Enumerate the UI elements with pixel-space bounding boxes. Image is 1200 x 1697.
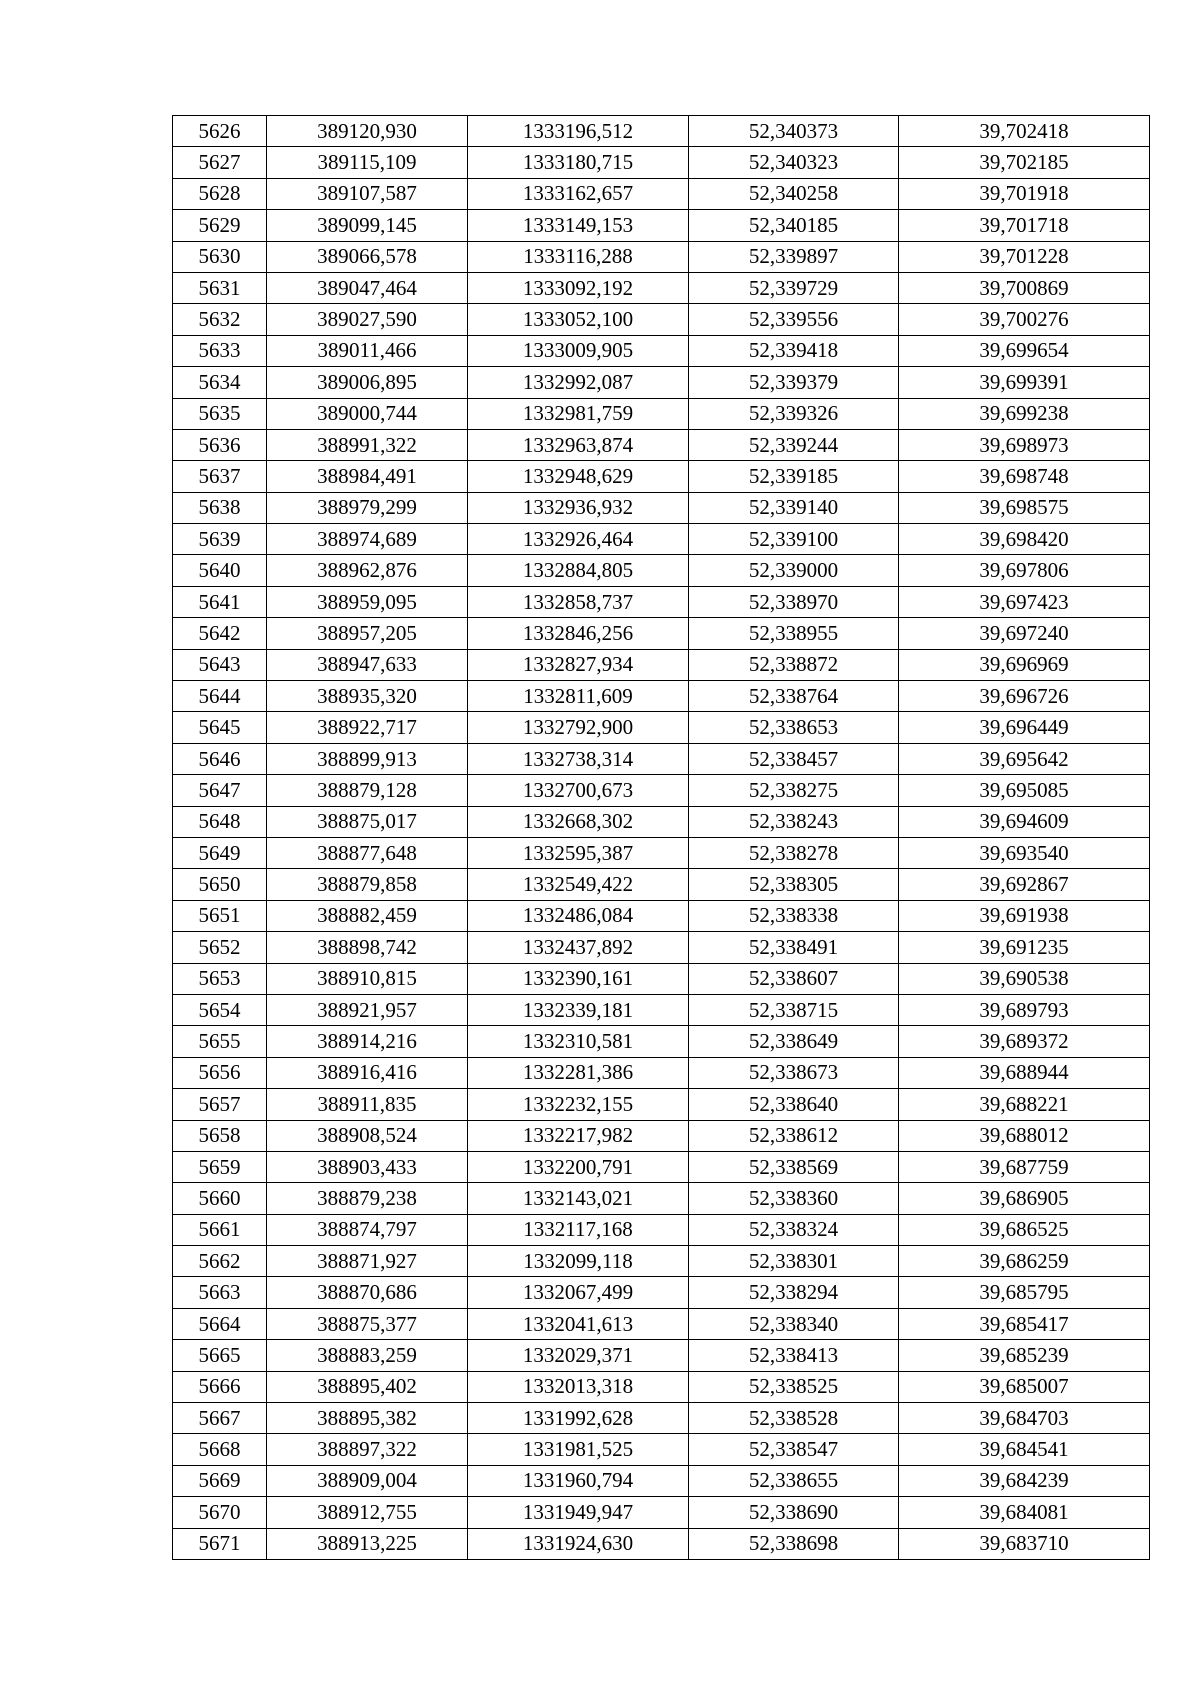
x-coordinate-cell: 388910,815 <box>267 963 468 994</box>
table-row <box>173 429 1150 460</box>
y-coordinate-cell: 1332948,629 <box>468 461 689 492</box>
y-coordinate-cell: 1332884,805 <box>468 555 689 586</box>
point-number-cell: 5635 <box>173 398 267 429</box>
table-row <box>173 712 1150 743</box>
y-coordinate-cell: 1333196,512 <box>468 116 689 147</box>
y-coordinate-cell: 1333092,192 <box>468 272 689 303</box>
x-coordinate-cell: 388909,004 <box>267 1465 468 1496</box>
latitude-cell: 52,338653 <box>689 712 899 743</box>
longitude-cell: 39,685417 <box>899 1308 1150 1339</box>
x-coordinate-cell: 388991,322 <box>267 429 468 460</box>
longitude-cell: 39,700276 <box>899 304 1150 335</box>
x-coordinate-cell: 388875,377 <box>267 1308 468 1339</box>
x-coordinate-cell: 388957,205 <box>267 618 468 649</box>
y-coordinate-cell: 1332858,737 <box>468 586 689 617</box>
point-number-cell: 5663 <box>173 1277 267 1308</box>
y-coordinate-cell: 1332200,791 <box>468 1151 689 1182</box>
table-row <box>173 618 1150 649</box>
x-coordinate-cell: 389027,590 <box>267 304 468 335</box>
point-number-cell: 5640 <box>173 555 267 586</box>
x-coordinate-cell: 388882,459 <box>267 900 468 931</box>
y-coordinate-cell: 1332099,118 <box>468 1246 689 1277</box>
y-coordinate-cell: 1332827,934 <box>468 649 689 680</box>
table-row <box>173 1403 1150 1434</box>
table-row <box>173 837 1150 868</box>
y-coordinate-cell: 1332963,874 <box>468 429 689 460</box>
x-coordinate-cell: 389120,930 <box>267 116 468 147</box>
y-coordinate-cell: 1332217,982 <box>468 1120 689 1151</box>
table-row <box>173 272 1150 303</box>
longitude-cell: 39,701228 <box>899 241 1150 272</box>
latitude-cell: 52,338640 <box>689 1089 899 1120</box>
x-coordinate-cell: 389066,578 <box>267 241 468 272</box>
x-coordinate-cell: 388899,913 <box>267 743 468 774</box>
x-coordinate-cell: 389115,109 <box>267 147 468 178</box>
latitude-cell: 52,338525 <box>689 1371 899 1402</box>
latitude-cell: 52,338278 <box>689 837 899 868</box>
point-number-cell: 5631 <box>173 272 267 303</box>
x-coordinate-cell: 388911,835 <box>267 1089 468 1120</box>
latitude-cell: 52,339897 <box>689 241 899 272</box>
table-row <box>173 586 1150 617</box>
longitude-cell: 39,692867 <box>899 869 1150 900</box>
latitude-cell: 52,338305 <box>689 869 899 900</box>
longitude-cell: 39,688012 <box>899 1120 1150 1151</box>
latitude-cell: 52,338970 <box>689 586 899 617</box>
table-row <box>173 524 1150 555</box>
point-number-cell: 5645 <box>173 712 267 743</box>
table-row <box>173 1246 1150 1277</box>
table-row <box>173 1214 1150 1245</box>
longitude-cell: 39,684081 <box>899 1497 1150 1528</box>
x-coordinate-cell: 389107,587 <box>267 178 468 209</box>
y-coordinate-cell: 1333162,657 <box>468 178 689 209</box>
longitude-cell: 39,695085 <box>899 775 1150 806</box>
x-coordinate-cell: 388984,491 <box>267 461 468 492</box>
longitude-cell: 39,684703 <box>899 1403 1150 1434</box>
x-coordinate-cell: 388979,299 <box>267 492 468 523</box>
latitude-cell: 52,338360 <box>689 1183 899 1214</box>
latitude-cell: 52,338338 <box>689 900 899 931</box>
y-coordinate-cell: 1333009,905 <box>468 335 689 366</box>
y-coordinate-cell: 1332595,387 <box>468 837 689 868</box>
longitude-cell: 39,695642 <box>899 743 1150 774</box>
latitude-cell: 52,340258 <box>689 178 899 209</box>
latitude-cell: 52,338690 <box>689 1497 899 1528</box>
y-coordinate-cell: 1332811,609 <box>468 681 689 712</box>
table-row <box>173 304 1150 335</box>
table-row <box>173 367 1150 398</box>
latitude-cell: 52,338764 <box>689 681 899 712</box>
latitude-cell: 52,338955 <box>689 618 899 649</box>
latitude-cell: 52,338698 <box>689 1528 899 1559</box>
point-number-cell: 5659 <box>173 1151 267 1182</box>
point-number-cell: 5634 <box>173 367 267 398</box>
table-row <box>173 178 1150 209</box>
y-coordinate-cell: 1331924,630 <box>468 1528 689 1559</box>
point-number-cell: 5658 <box>173 1120 267 1151</box>
latitude-cell: 52,338491 <box>689 932 899 963</box>
table-row <box>173 1371 1150 1402</box>
table-row <box>173 806 1150 837</box>
point-number-cell: 5643 <box>173 649 267 680</box>
y-coordinate-cell: 1332437,892 <box>468 932 689 963</box>
latitude-cell: 52,338655 <box>689 1465 899 1496</box>
y-coordinate-cell: 1332992,087 <box>468 367 689 398</box>
latitude-cell: 52,338457 <box>689 743 899 774</box>
table-row <box>173 649 1150 680</box>
x-coordinate-cell: 388895,382 <box>267 1403 468 1434</box>
y-coordinate-cell: 1331960,794 <box>468 1465 689 1496</box>
table-row <box>173 116 1150 147</box>
x-coordinate-cell: 388870,686 <box>267 1277 468 1308</box>
x-coordinate-cell: 388903,433 <box>267 1151 468 1182</box>
longitude-cell: 39,701918 <box>899 178 1150 209</box>
y-coordinate-cell: 1332041,613 <box>468 1308 689 1339</box>
longitude-cell: 39,698575 <box>899 492 1150 523</box>
point-number-cell: 5636 <box>173 429 267 460</box>
latitude-cell: 52,339100 <box>689 524 899 555</box>
longitude-cell: 39,699391 <box>899 367 1150 398</box>
point-number-cell: 5626 <box>173 116 267 147</box>
table-row <box>173 681 1150 712</box>
table-row <box>173 1465 1150 1496</box>
y-coordinate-cell: 1332232,155 <box>468 1089 689 1120</box>
x-coordinate-cell: 388914,216 <box>267 1026 468 1057</box>
point-number-cell: 5637 <box>173 461 267 492</box>
table-row <box>173 1497 1150 1528</box>
x-coordinate-cell: 388883,259 <box>267 1340 468 1371</box>
table-row <box>173 994 1150 1025</box>
latitude-cell: 52,340185 <box>689 210 899 241</box>
table-row <box>173 1528 1150 1559</box>
latitude-cell: 52,338649 <box>689 1026 899 1057</box>
x-coordinate-cell: 389011,466 <box>267 335 468 366</box>
latitude-cell: 52,338607 <box>689 963 899 994</box>
x-coordinate-cell: 389047,464 <box>267 272 468 303</box>
longitude-cell: 39,685795 <box>899 1277 1150 1308</box>
latitude-cell: 52,340373 <box>689 116 899 147</box>
point-number-cell: 5646 <box>173 743 267 774</box>
x-coordinate-cell: 388871,927 <box>267 1246 468 1277</box>
x-coordinate-cell: 389006,895 <box>267 367 468 398</box>
point-number-cell: 5665 <box>173 1340 267 1371</box>
x-coordinate-cell: 388898,742 <box>267 932 468 963</box>
point-number-cell: 5642 <box>173 618 267 649</box>
point-number-cell: 5669 <box>173 1465 267 1496</box>
y-coordinate-cell: 1333149,153 <box>468 210 689 241</box>
longitude-cell: 39,684239 <box>899 1465 1150 1496</box>
point-number-cell: 5664 <box>173 1308 267 1339</box>
longitude-cell: 39,683710 <box>899 1528 1150 1559</box>
table-row <box>173 775 1150 806</box>
longitude-cell: 39,698973 <box>899 429 1150 460</box>
y-coordinate-cell: 1333116,288 <box>468 241 689 272</box>
y-coordinate-cell: 1332936,932 <box>468 492 689 523</box>
latitude-cell: 52,338243 <box>689 806 899 837</box>
point-number-cell: 5660 <box>173 1183 267 1214</box>
latitude-cell: 52,339140 <box>689 492 899 523</box>
longitude-cell: 39,688944 <box>899 1057 1150 1088</box>
y-coordinate-cell: 1333180,715 <box>468 147 689 178</box>
table-row <box>173 1026 1150 1057</box>
longitude-cell: 39,697423 <box>899 586 1150 617</box>
x-coordinate-cell: 388935,320 <box>267 681 468 712</box>
table-row <box>173 963 1150 994</box>
y-coordinate-cell: 1332926,464 <box>468 524 689 555</box>
table-row <box>173 1089 1150 1120</box>
longitude-cell: 39,685239 <box>899 1340 1150 1371</box>
y-coordinate-cell: 1332738,314 <box>468 743 689 774</box>
longitude-cell: 39,689793 <box>899 994 1150 1025</box>
latitude-cell: 52,338673 <box>689 1057 899 1088</box>
x-coordinate-cell: 388974,689 <box>267 524 468 555</box>
point-number-cell: 5652 <box>173 932 267 963</box>
y-coordinate-cell: 1332700,673 <box>468 775 689 806</box>
x-coordinate-cell: 388877,648 <box>267 837 468 868</box>
latitude-cell: 52,338569 <box>689 1151 899 1182</box>
x-coordinate-cell: 388879,858 <box>267 869 468 900</box>
point-number-cell: 5648 <box>173 806 267 837</box>
point-number-cell: 5627 <box>173 147 267 178</box>
longitude-cell: 39,688221 <box>899 1089 1150 1120</box>
y-coordinate-cell: 1332339,181 <box>468 994 689 1025</box>
x-coordinate-cell: 388913,225 <box>267 1528 468 1559</box>
longitude-cell: 39,702418 <box>899 116 1150 147</box>
x-coordinate-cell: 388875,017 <box>267 806 468 837</box>
longitude-cell: 39,690538 <box>899 963 1150 994</box>
point-number-cell: 5657 <box>173 1089 267 1120</box>
y-coordinate-cell: 1332486,084 <box>468 900 689 931</box>
table-row <box>173 461 1150 492</box>
longitude-cell: 39,686905 <box>899 1183 1150 1214</box>
point-number-cell: 5670 <box>173 1497 267 1528</box>
latitude-cell: 52,338340 <box>689 1308 899 1339</box>
longitude-cell: 39,686525 <box>899 1214 1150 1245</box>
x-coordinate-cell: 388947,633 <box>267 649 468 680</box>
table-row <box>173 398 1150 429</box>
point-number-cell: 5650 <box>173 869 267 900</box>
latitude-cell: 52,339326 <box>689 398 899 429</box>
coordinates-table <box>172 115 1150 1560</box>
latitude-cell: 52,338275 <box>689 775 899 806</box>
y-coordinate-cell: 1332067,499 <box>468 1277 689 1308</box>
y-coordinate-cell: 1332846,256 <box>468 618 689 649</box>
latitude-cell: 52,339379 <box>689 367 899 398</box>
longitude-cell: 39,684541 <box>899 1434 1150 1465</box>
point-number-cell: 5639 <box>173 524 267 555</box>
y-coordinate-cell: 1332792,900 <box>468 712 689 743</box>
coordinates-table-body <box>173 116 1150 1560</box>
y-coordinate-cell: 1332013,318 <box>468 1371 689 1402</box>
latitude-cell: 52,338872 <box>689 649 899 680</box>
point-number-cell: 5654 <box>173 994 267 1025</box>
point-number-cell: 5632 <box>173 304 267 335</box>
longitude-cell: 39,694609 <box>899 806 1150 837</box>
longitude-cell: 39,691938 <box>899 900 1150 931</box>
latitude-cell: 52,338301 <box>689 1246 899 1277</box>
point-number-cell: 5649 <box>173 837 267 868</box>
longitude-cell: 39,701718 <box>899 210 1150 241</box>
latitude-cell: 52,339729 <box>689 272 899 303</box>
point-number-cell: 5655 <box>173 1026 267 1057</box>
x-coordinate-cell: 388879,238 <box>267 1183 468 1214</box>
point-number-cell: 5629 <box>173 210 267 241</box>
table-row <box>173 555 1150 586</box>
table-row <box>173 210 1150 241</box>
x-coordinate-cell: 388912,755 <box>267 1497 468 1528</box>
latitude-cell: 52,338547 <box>689 1434 899 1465</box>
point-number-cell: 5661 <box>173 1214 267 1245</box>
latitude-cell: 52,339185 <box>689 461 899 492</box>
y-coordinate-cell: 1332310,581 <box>468 1026 689 1057</box>
table-row <box>173 1151 1150 1182</box>
table-row <box>173 743 1150 774</box>
point-number-cell: 5653 <box>173 963 267 994</box>
longitude-cell: 39,685007 <box>899 1371 1150 1402</box>
y-coordinate-cell: 1332668,302 <box>468 806 689 837</box>
longitude-cell: 39,696449 <box>899 712 1150 743</box>
y-coordinate-cell: 1332143,021 <box>468 1183 689 1214</box>
point-number-cell: 5662 <box>173 1246 267 1277</box>
x-coordinate-cell: 388916,416 <box>267 1057 468 1088</box>
x-coordinate-cell: 388874,797 <box>267 1214 468 1245</box>
point-number-cell: 5667 <box>173 1403 267 1434</box>
table-row <box>173 1308 1150 1339</box>
longitude-cell: 39,699238 <box>899 398 1150 429</box>
table-row <box>173 1057 1150 1088</box>
table-row <box>173 241 1150 272</box>
point-number-cell: 5668 <box>173 1434 267 1465</box>
longitude-cell: 39,699654 <box>899 335 1150 366</box>
x-coordinate-cell: 388959,095 <box>267 586 468 617</box>
point-number-cell: 5638 <box>173 492 267 523</box>
table-row <box>173 492 1150 523</box>
x-coordinate-cell: 388879,128 <box>267 775 468 806</box>
longitude-cell: 39,691235 <box>899 932 1150 963</box>
y-coordinate-cell: 1332981,759 <box>468 398 689 429</box>
latitude-cell: 52,338528 <box>689 1403 899 1434</box>
longitude-cell: 39,698420 <box>899 524 1150 555</box>
table-row <box>173 1340 1150 1371</box>
longitude-cell: 39,698748 <box>899 461 1150 492</box>
longitude-cell: 39,697240 <box>899 618 1150 649</box>
point-number-cell: 5656 <box>173 1057 267 1088</box>
latitude-cell: 52,338324 <box>689 1214 899 1245</box>
longitude-cell: 39,693540 <box>899 837 1150 868</box>
longitude-cell: 39,697806 <box>899 555 1150 586</box>
x-coordinate-cell: 388921,957 <box>267 994 468 1025</box>
latitude-cell: 52,338413 <box>689 1340 899 1371</box>
table-row <box>173 869 1150 900</box>
latitude-cell: 52,338294 <box>689 1277 899 1308</box>
point-number-cell: 5630 <box>173 241 267 272</box>
point-number-cell: 5651 <box>173 900 267 931</box>
point-number-cell: 5647 <box>173 775 267 806</box>
latitude-cell: 52,339556 <box>689 304 899 335</box>
y-coordinate-cell: 1332281,386 <box>468 1057 689 1088</box>
x-coordinate-cell: 388897,322 <box>267 1434 468 1465</box>
latitude-cell: 52,339000 <box>689 555 899 586</box>
point-number-cell: 5641 <box>173 586 267 617</box>
point-number-cell: 5628 <box>173 178 267 209</box>
longitude-cell: 39,700869 <box>899 272 1150 303</box>
y-coordinate-cell: 1333052,100 <box>468 304 689 335</box>
longitude-cell: 39,702185 <box>899 147 1150 178</box>
table-row <box>173 147 1150 178</box>
x-coordinate-cell: 389000,744 <box>267 398 468 429</box>
longitude-cell: 39,696726 <box>899 681 1150 712</box>
latitude-cell: 52,338612 <box>689 1120 899 1151</box>
table-row <box>173 1120 1150 1151</box>
y-coordinate-cell: 1332390,161 <box>468 963 689 994</box>
longitude-cell: 39,689372 <box>899 1026 1150 1057</box>
y-coordinate-cell: 1332029,371 <box>468 1340 689 1371</box>
point-number-cell: 5644 <box>173 681 267 712</box>
latitude-cell: 52,339418 <box>689 335 899 366</box>
point-number-cell: 5633 <box>173 335 267 366</box>
latitude-cell: 52,339244 <box>689 429 899 460</box>
table-row <box>173 1183 1150 1214</box>
x-coordinate-cell: 389099,145 <box>267 210 468 241</box>
point-number-cell: 5671 <box>173 1528 267 1559</box>
x-coordinate-cell: 388908,524 <box>267 1120 468 1151</box>
y-coordinate-cell: 1331992,628 <box>468 1403 689 1434</box>
y-coordinate-cell: 1331949,947 <box>468 1497 689 1528</box>
latitude-cell: 52,340323 <box>689 147 899 178</box>
y-coordinate-cell: 1331981,525 <box>468 1434 689 1465</box>
y-coordinate-cell: 1332117,168 <box>468 1214 689 1245</box>
table-row <box>173 900 1150 931</box>
latitude-cell: 52,338715 <box>689 994 899 1025</box>
x-coordinate-cell: 388962,876 <box>267 555 468 586</box>
longitude-cell: 39,686259 <box>899 1246 1150 1277</box>
longitude-cell: 39,687759 <box>899 1151 1150 1182</box>
table-row <box>173 932 1150 963</box>
x-coordinate-cell: 388895,402 <box>267 1371 468 1402</box>
table-row <box>173 1277 1150 1308</box>
table-row <box>173 335 1150 366</box>
x-coordinate-cell: 388922,717 <box>267 712 468 743</box>
y-coordinate-cell: 1332549,422 <box>468 869 689 900</box>
longitude-cell: 39,696969 <box>899 649 1150 680</box>
table-row <box>173 1434 1150 1465</box>
point-number-cell: 5666 <box>173 1371 267 1402</box>
